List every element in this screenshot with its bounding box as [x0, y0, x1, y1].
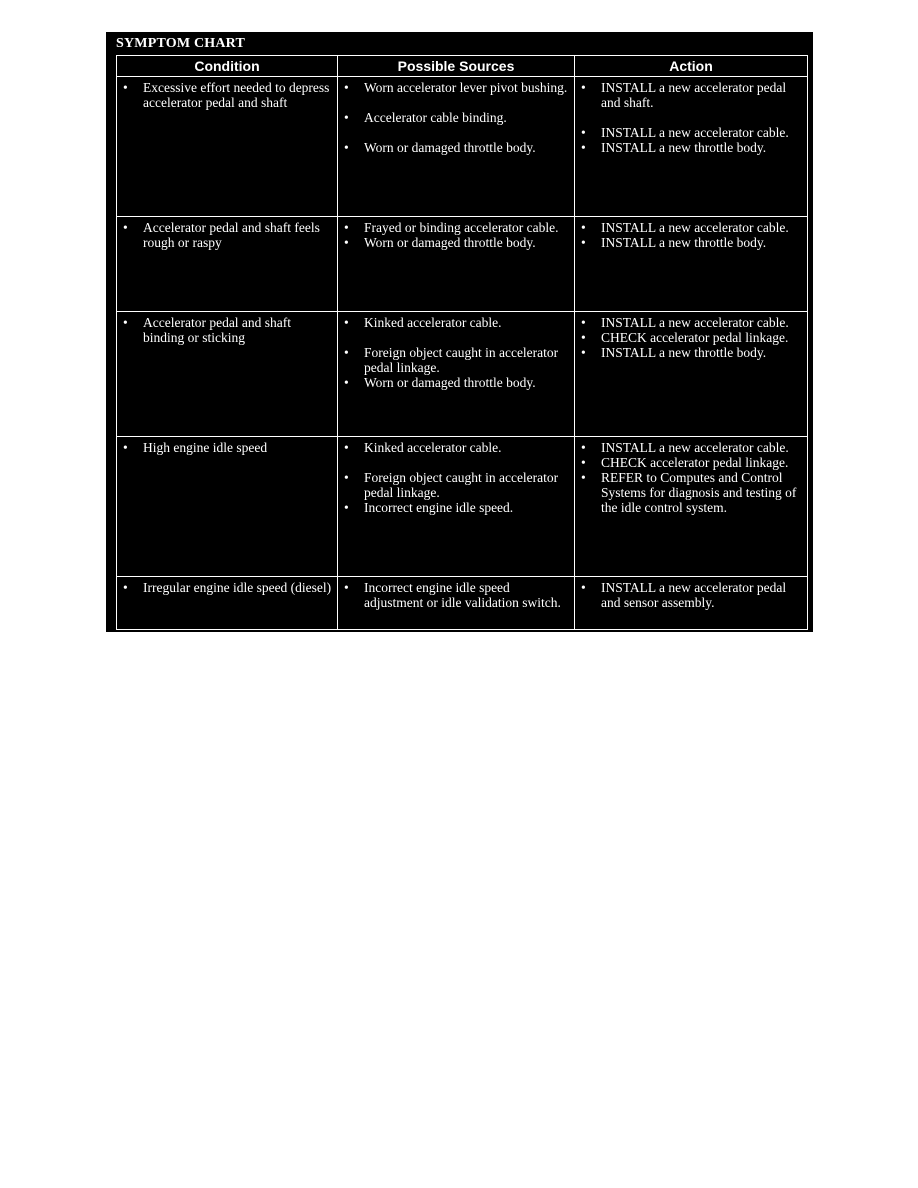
table-row — [117, 577, 808, 630]
action-cell — [575, 437, 808, 577]
sources-cell — [338, 77, 575, 217]
condition-cell — [117, 77, 338, 217]
list-item: • INSTALL a new throttle body. — [579, 235, 803, 250]
list-item: • Worn or damaged throttle body. — [342, 140, 570, 155]
list-item: • Worn accelerator lever pivot bushing. — [342, 80, 570, 95]
list-item: • INSTALL a new throttle body. — [579, 345, 803, 360]
column-header-condition: Condition — [117, 56, 338, 77]
table-row — [117, 437, 808, 577]
list-item: • INSTALL a new accelerator cable. — [579, 315, 803, 330]
sources-cell — [338, 312, 575, 437]
list-item: • High engine idle speed — [121, 440, 333, 455]
list-item: • INSTALL a new accelerator pedal and sensor assembly. — [579, 580, 803, 610]
list-item: • Accelerator pedal and shaft feels rough or raspy — [121, 220, 333, 250]
list-item: • Foreign object caught in accelerator pedal linkage. — [342, 470, 570, 500]
list-item: • Foreign object caught in accelerator pedal linkage. — [342, 345, 570, 375]
action-cell — [575, 217, 808, 312]
symptom-table — [116, 55, 808, 630]
chart-title: SYMPTOM CHART — [116, 36, 246, 51]
sources-cell — [338, 577, 575, 630]
symptom-chart-panel — [106, 32, 813, 632]
action-cell — [575, 312, 808, 437]
list-item: • Incorrect engine idle speed adjustment or idle validation switch. — [342, 580, 570, 610]
list-item: • Excessive effort needed to depress accelerator pedal and shaft — [121, 80, 333, 110]
condition-cell — [117, 437, 338, 577]
action-cell — [575, 77, 808, 217]
column-header-possible-sources: Possible Sources — [338, 56, 575, 77]
header-row — [117, 56, 808, 77]
list-item: • Irregular engine idle speed (diesel) — [121, 580, 333, 595]
list-item: • Frayed or binding accelerator cable. — [342, 220, 570, 235]
table-row — [117, 217, 808, 312]
list-item: • CHECK accelerator pedal linkage. — [579, 455, 803, 470]
list-item: • Accelerator pedal and shaft binding or sticking — [121, 315, 333, 345]
list-item: • Kinked accelerator cable. — [342, 315, 570, 330]
list-item: • Worn or damaged throttle body. — [342, 375, 570, 390]
table-row — [117, 312, 808, 437]
list-item: • INSTALL a new accelerator pedal and shaft. — [579, 80, 803, 110]
list-item: • Accelerator cable binding. — [342, 110, 570, 125]
condition-cell — [117, 312, 338, 437]
condition-cell — [117, 217, 338, 312]
sources-cell — [338, 437, 575, 577]
list-item: • Kinked accelerator cable. — [342, 440, 570, 455]
list-item: • INSTALL a new accelerator cable. — [579, 220, 803, 235]
list-item: • INSTALL a new throttle body. — [579, 140, 803, 155]
list-item: • CHECK accelerator pedal linkage. — [579, 330, 803, 345]
list-item: • REFER to Computes and Control Systems for diagnosis and testing of the idle control system. — [579, 470, 803, 515]
list-item: • Worn or damaged throttle body. — [342, 235, 570, 250]
condition-cell — [117, 577, 338, 630]
list-item: • INSTALL a new accelerator cable. — [579, 125, 803, 140]
action-cell — [575, 577, 808, 630]
column-header-action: Action — [575, 56, 808, 77]
sources-cell — [338, 217, 575, 312]
list-item: • INSTALL a new accelerator cable. — [579, 440, 803, 455]
table-row — [117, 77, 808, 217]
list-item: • Incorrect engine idle speed. — [342, 500, 570, 515]
